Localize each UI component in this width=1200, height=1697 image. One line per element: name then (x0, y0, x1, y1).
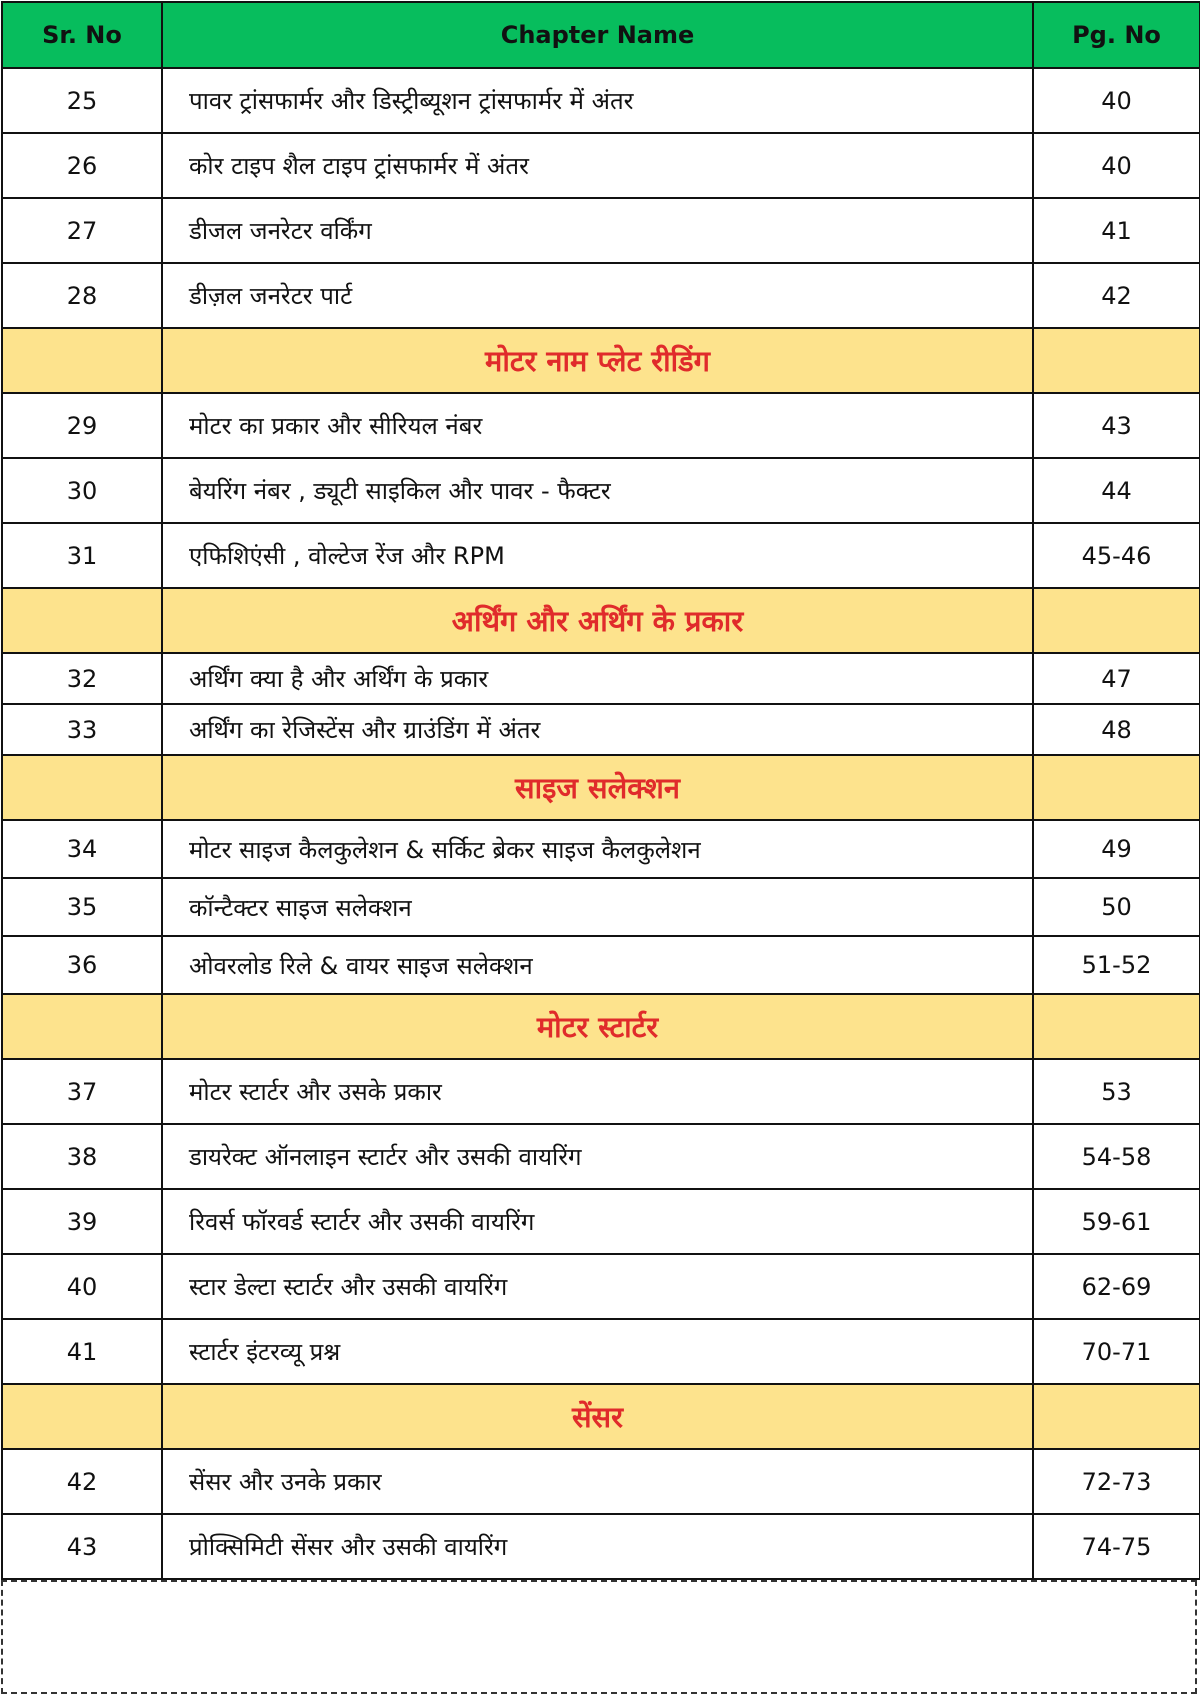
chapter-row (2, 820, 1200, 878)
chapter-name: स्टार्टर इंटरव्यू प्रश्न (162, 1319, 1033, 1384)
header-row (2, 2, 1200, 68)
page-number: 40 (1033, 68, 1200, 133)
serial-number: 25 (2, 68, 162, 133)
section-title: सेंसर (162, 1384, 1033, 1449)
page-number: 54-58 (1033, 1124, 1200, 1189)
serial-number: 29 (2, 393, 162, 458)
serial-number: 38 (2, 1124, 162, 1189)
serial-number: 40 (2, 1254, 162, 1319)
chapter-name: प्रोक्सिमिटी सेंसर और उसकी वायरिंग (162, 1514, 1033, 1579)
page-number: 40 (1033, 133, 1200, 198)
section-blank-cell (1033, 588, 1200, 653)
serial-number: 37 (2, 1059, 162, 1124)
section-header-row (2, 588, 1200, 653)
serial-number: 42 (2, 1449, 162, 1514)
section-header-row (2, 328, 1200, 393)
serial-number: 32 (2, 653, 162, 704)
chapter-list (2, 68, 1200, 1579)
chapter-name: स्टार डेल्टा स्टार्टर और उसकी वायरिंग (162, 1254, 1033, 1319)
page-number: 50 (1033, 878, 1200, 936)
chapter-row (2, 1059, 1200, 1124)
chapter-row (2, 393, 1200, 458)
section-blank-cell (2, 588, 162, 653)
chapter-row (2, 133, 1200, 198)
chapter-name: डायरेक्ट ऑनलाइन स्टार्टर और उसकी वायरिंग (162, 1124, 1033, 1189)
header-chapter-name: Chapter Name (162, 2, 1033, 68)
section-blank-cell (2, 994, 162, 1059)
empty-bottom-box (1, 1580, 1197, 1694)
page-number: 62-69 (1033, 1254, 1200, 1319)
page-number: 42 (1033, 263, 1200, 328)
serial-number: 35 (2, 878, 162, 936)
chapter-index-table (1, 1, 1200, 1580)
section-blank-cell (2, 1384, 162, 1449)
section-title: साइज सलेक्शन (162, 755, 1033, 820)
page-number: 41 (1033, 198, 1200, 263)
chapter-name: पावर ट्रांसफार्मर और डिस्ट्रीब्यूशन ट्रांसफार्मर में अंतर (162, 68, 1033, 133)
serial-number: 41 (2, 1319, 162, 1384)
chapter-row (2, 1254, 1200, 1319)
chapter-row (2, 1514, 1200, 1579)
serial-number: 43 (2, 1514, 162, 1579)
serial-number: 26 (2, 133, 162, 198)
header-page-no: Pg. No (1033, 2, 1200, 68)
section-blank-cell (2, 755, 162, 820)
chapter-name: मोटर साइज कैलकुलेशन & सर्किट ब्रेकर साइज कैलकुलेशन (162, 820, 1033, 878)
section-title: मोटर नाम प्लेट रीडिंग (162, 328, 1033, 393)
chapter-row (2, 1449, 1200, 1514)
chapter-row (2, 1124, 1200, 1189)
chapter-row (2, 653, 1200, 704)
page-number: 44 (1033, 458, 1200, 523)
chapter-name: डीजल जनरेटर वर्किंग (162, 198, 1033, 263)
page-number: 49 (1033, 820, 1200, 878)
section-title: मोटर स्टार्टर (162, 994, 1033, 1059)
section-header-row (2, 994, 1200, 1059)
header-sr-no: Sr. No (2, 2, 162, 68)
chapter-row (2, 458, 1200, 523)
section-title: अर्थिंग और अर्थिंग के प्रकार (162, 588, 1033, 653)
page-number: 43 (1033, 393, 1200, 458)
chapter-row (2, 263, 1200, 328)
chapter-name: अर्थिंग का रेजिस्टेंस और ग्राउंडिंग में अंतर (162, 704, 1033, 755)
page-number: 74-75 (1033, 1514, 1200, 1579)
serial-number: 36 (2, 936, 162, 994)
page-number: 51-52 (1033, 936, 1200, 994)
page-number: 70-71 (1033, 1319, 1200, 1384)
chapter-row (2, 878, 1200, 936)
serial-number: 28 (2, 263, 162, 328)
chapter-name: मोटर का प्रकार और सीरियल नंबर (162, 393, 1033, 458)
chapter-row (2, 936, 1200, 994)
chapter-name: मोटर स्टार्टर और उसके प्रकार (162, 1059, 1033, 1124)
chapter-name: एफिशिएंसी , वोल्टेज रेंज और RPM (162, 523, 1033, 588)
chapter-name: कॉन्टैक्टर साइज सलेक्शन (162, 878, 1033, 936)
page-number: 53 (1033, 1059, 1200, 1124)
section-blank-cell (1033, 1384, 1200, 1449)
chapter-name: सेंसर और उनके प्रकार (162, 1449, 1033, 1514)
chapter-name: कोर टाइप शैल टाइप ट्रांसफार्मर में अंतर (162, 133, 1033, 198)
section-blank-cell (1033, 328, 1200, 393)
page-number: 59-61 (1033, 1189, 1200, 1254)
chapter-row (2, 198, 1200, 263)
chapter-row (2, 523, 1200, 588)
chapter-row (2, 704, 1200, 755)
chapter-name: रिवर्स फॉरवर्ड स्टार्टर और उसकी वायरिंग (162, 1189, 1033, 1254)
page-number: 72-73 (1033, 1449, 1200, 1514)
section-blank-cell (1033, 755, 1200, 820)
serial-number: 34 (2, 820, 162, 878)
chapter-name: बेयरिंग नंबर , ड्यूटी साइकिल और पावर - फैक्टर (162, 458, 1033, 523)
serial-number: 30 (2, 458, 162, 523)
section-blank-cell (1033, 994, 1200, 1059)
serial-number: 31 (2, 523, 162, 588)
chapter-row (2, 68, 1200, 133)
chapter-name: अर्थिंग क्या है और अर्थिंग के प्रकार (162, 653, 1033, 704)
page-number: 48 (1033, 704, 1200, 755)
chapter-row (2, 1189, 1200, 1254)
section-blank-cell (2, 328, 162, 393)
chapter-name: डीज़ल जनरेटर पार्ट (162, 263, 1033, 328)
page-number: 45-46 (1033, 523, 1200, 588)
page-number: 47 (1033, 653, 1200, 704)
serial-number: 27 (2, 198, 162, 263)
chapter-row (2, 1319, 1200, 1384)
serial-number: 39 (2, 1189, 162, 1254)
serial-number: 33 (2, 704, 162, 755)
section-header-row (2, 1384, 1200, 1449)
chapter-name: ओवरलोड रिले & वायर साइज सलेक्शन (162, 936, 1033, 994)
section-header-row (2, 755, 1200, 820)
